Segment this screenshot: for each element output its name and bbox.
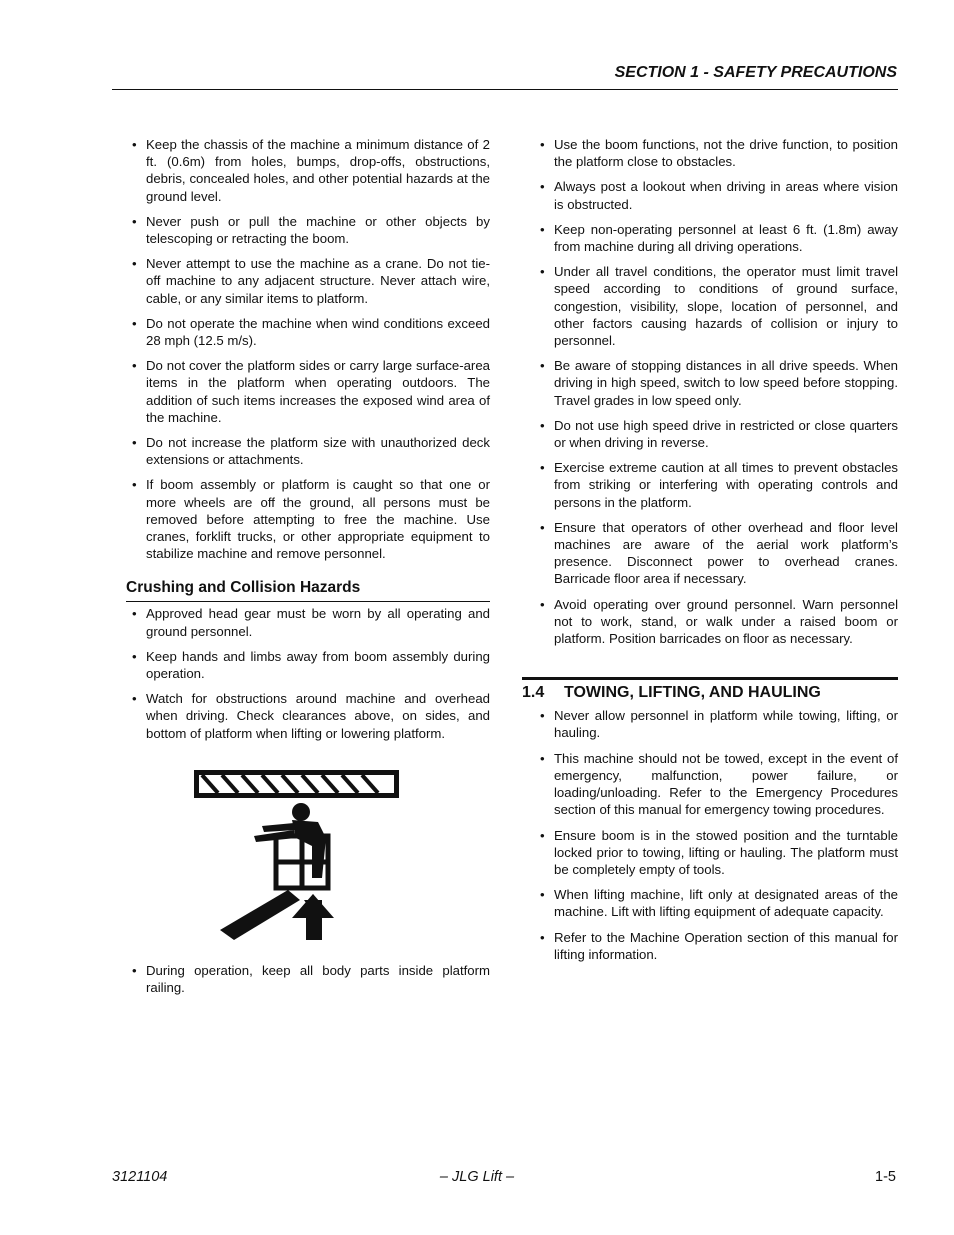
section-title: SECTION 1 - SAFETY PRECAUTIONS [614,64,897,81]
crushing-hazard-illustration [192,768,404,943]
list-item: • Keep hands and limbs away from boom assembly during operation. [132,648,490,682]
list-item: • Keep the chassis of the machine a minimum distance of 2 ft. (0.6m) from holes, bumps, drop-offs, obstructions, debris, concealed holes, and other potential hazards at the ground level. [132,137,490,204]
subheading-crushing: Crushing and Collision Hazards [126,579,490,602]
list-item: • Exercise extreme caution at all times to prevent obstacles from striking or interfering with operating controls and persons in the platform. [540,460,898,510]
list-item: • Ensure boom is in the stowed position and the turntable locked prior to towing, lifting or hauling. The platform must be completely empty of tools. [540,827,898,877]
list-item: • Do not operate the machine when wind conditions exceed 28 mph (12.5 m/s). [132,315,490,349]
list-item: • Use the boom functions, not the drive function, to position the platform close to obstacles. [540,137,898,170]
list-item: • Refer to the Machine Operation section of this manual for lifting information. [540,929,898,962]
bullet-list-towing [532,707,898,963]
list-item: • When lifting machine, lift only at designated areas of the machine. Lift with lifting equipment of adequate capacity. [540,887,898,920]
list-item: • Avoid operating over ground personnel. Warn personnel not to work, stand, or walk under a raised boom or platform. Position barricades on floor as necessary. [540,596,898,647]
section-heading-text: TOWING, LIFTING, AND HAULING [564,684,821,702]
list-item: • Do not cover the platform sides or carry large surface-area items in the platform when operating outdoors. The addition of such items increases the exposed wind area of the machine. [132,358,490,425]
bullet-list-driving [532,136,898,647]
list-item: • Never attempt to use the machine as a crane. Do not tie-off machine to any adjacent structure. Never attach wire, cable, or any similar items to platform. [132,256,490,306]
list-item: • Never push or pull the machine or other objects by telescoping or retracting the boom. [132,213,490,247]
list-item: • Do not increase the platform size with unauthorized deck extensions or attachments. [132,435,490,468]
list-item: • Keep non-operating personnel at least 6 ft. (1.8m) away from machine during all driving operations. [540,221,898,255]
section-heading-towing [522,677,898,702]
right-column [522,136,898,971]
list-item: • Watch for obstructions around machine and overhead when driving. Check clearances above, on sides, and bottom of platform when lifting or lowering platform. [132,691,490,741]
footer-brand: – JLG Lift – [439,1169,515,1185]
list-item: • Always post a lookout when driving in areas where vision is obstructed. [540,179,898,212]
list-item: • During operation, keep all body parts inside platform railing. [132,962,490,996]
header-rule [112,89,898,90]
footer-doc-number: 3121104 [112,1169,168,1185]
list-item: • Do not use high speed drive in restricted or close quarters or when driving in reverse. [540,417,898,451]
list-item: • If boom assembly or platform is caught so that one or more wheels are off the ground, all persons must be removed before attempting to free the machine. Use cranes, forklift trucks, or other appropriate equipment to stabilize machine and remove personnel. [132,477,490,562]
bullet-list-crushing [124,605,490,741]
list-item: • Ensure that operators of other overhead and floor level machines are aware of the aerial work platform’s presence. Disconnect power to overhead cranes. Barricade floor area if necessary. [540,519,898,587]
bullet-list-body-parts [124,962,490,996]
footer-page-number: 1-5 [875,1169,896,1185]
list-item: • Be aware of stopping distances in all drive speeds. When driving in high speed, switch to low speed before stopping. Travel grades in low speed only. [540,358,898,408]
list-item: • Never allow personnel in platform while towing, lifting, or hauling. [540,708,898,741]
list-item: • Approved head gear must be worn by all operating and ground personnel. [132,606,490,639]
left-column [124,136,490,1004]
boom-arm [220,890,300,940]
bullet-list-general [124,136,490,562]
list-item: • Under all travel conditions, the operator must limit travel speed according to conditions of ground surface, congestion, visibility, slope, location of personnel, and other factors causing hazards of collision or injury to personnel. [540,264,898,349]
section-number: 1.4 [522,684,545,702]
list-item: • This machine should not be towed, except in the event of emergency, malfunction, power failure, or loading/unloading. Refer to the Emergency Procedures section of this manual for emergency towing procedures. [540,750,898,818]
person-figure [254,803,326,878]
